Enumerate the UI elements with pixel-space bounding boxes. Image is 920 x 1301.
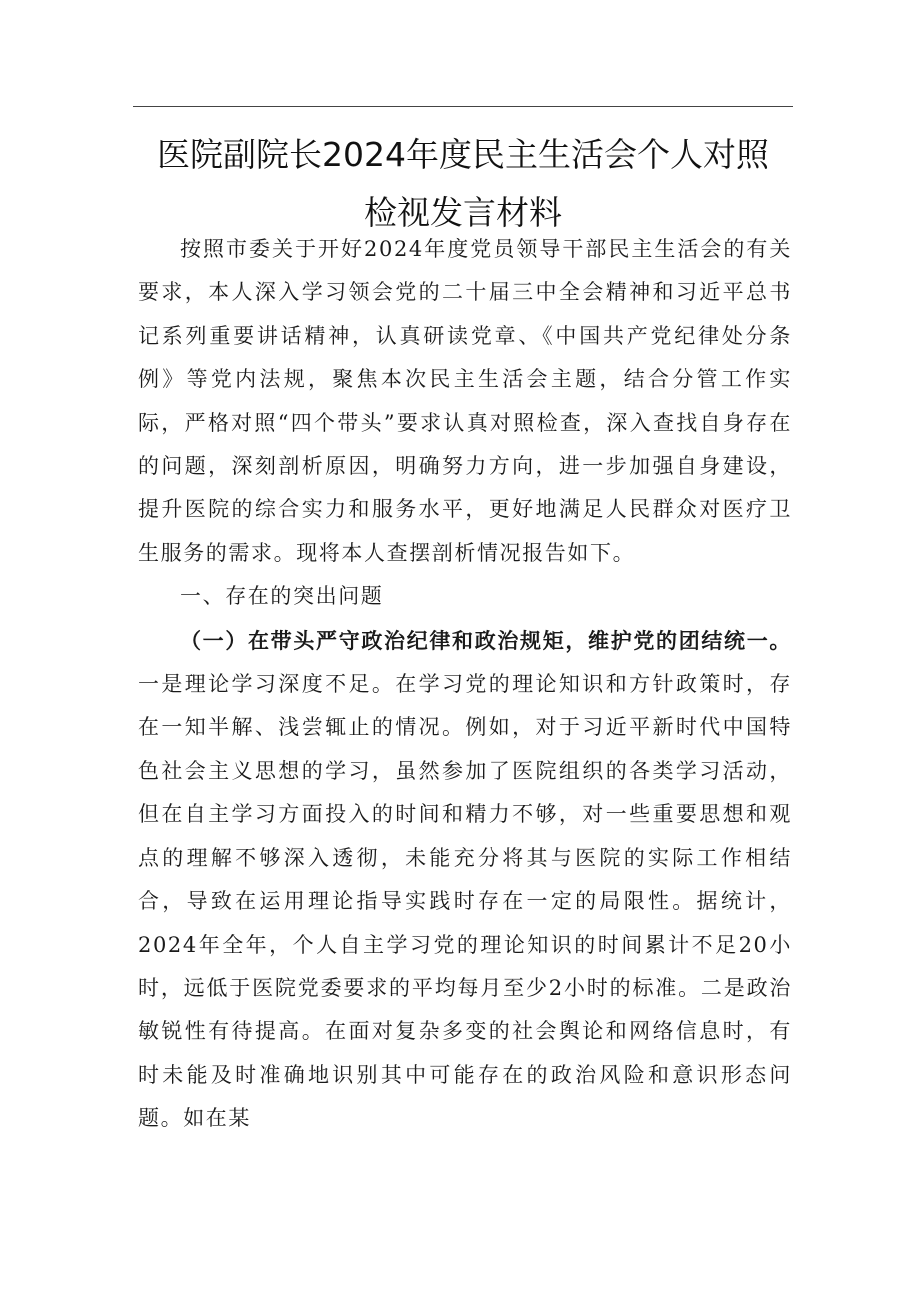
document-body — [138, 228, 792, 1141]
subsection-body-1: 一是理论学习深度不足。在学习党的理论知识和方针政策时，存在一知半解、浅尝辄止的情况。例如，对于习近平新时代中国特色社会主义思想的学习，虽然参加了医院组织的各类学习活动，但在自主学习方面投入的时间和精力不够，对一些重要思想和观点的理解不够深入透彻，未能充分将其与医院的实际工作相结合，导致在运用理论指导实践时存在一定的局限性。据统计，2024年全年，个人自主学习党的理论知识的时间累计不足20小时，远低于医院党委要求的平均每月至少2小时的标准。二是政治敏锐性有待提高。在面对复杂多变的社会舆论和网络信息时，有时未能及时准确地识别其中可能存在的政治风险和意识形态问题。如在某 — [138, 672, 792, 1131]
title-line-2: 检视发言材料 — [364, 193, 562, 232]
subsection-heading-1: （一）在带头严守政治纪律和政治规矩，维护党的团结统一。 — [180, 627, 792, 653]
document-title — [133, 126, 793, 242]
title-line-1: 医院副院长2024年度民主生活会个人对照 — [157, 135, 769, 174]
intro-paragraph: 按照市委关于开好2024年度党员领导干部民主生活会的有关要求，本人深入学习领会党的二十届三中全会精神和习近平总书记系列重要讲话精神，认真研读党章、《中国共产党纪律处分条例》等党内法规，聚焦本次民主生活会主题，结合分管工作实际，严格对照“四个带头”要求认真对照检查，深入查找自身存在的问题，深刻剖析原因，明确努力方向，进一步加强自身建设，提升医院的综合实力和服务水平，更好地满足人民群众对医疗卫生服务的需求。现将本人查摆剖析情况报告如下。 — [138, 237, 792, 565]
section-heading-1: 一、存在的突出问题 — [180, 584, 384, 609]
subsection-paragraph-1 — [138, 619, 792, 1141]
header-rule — [133, 106, 793, 107]
